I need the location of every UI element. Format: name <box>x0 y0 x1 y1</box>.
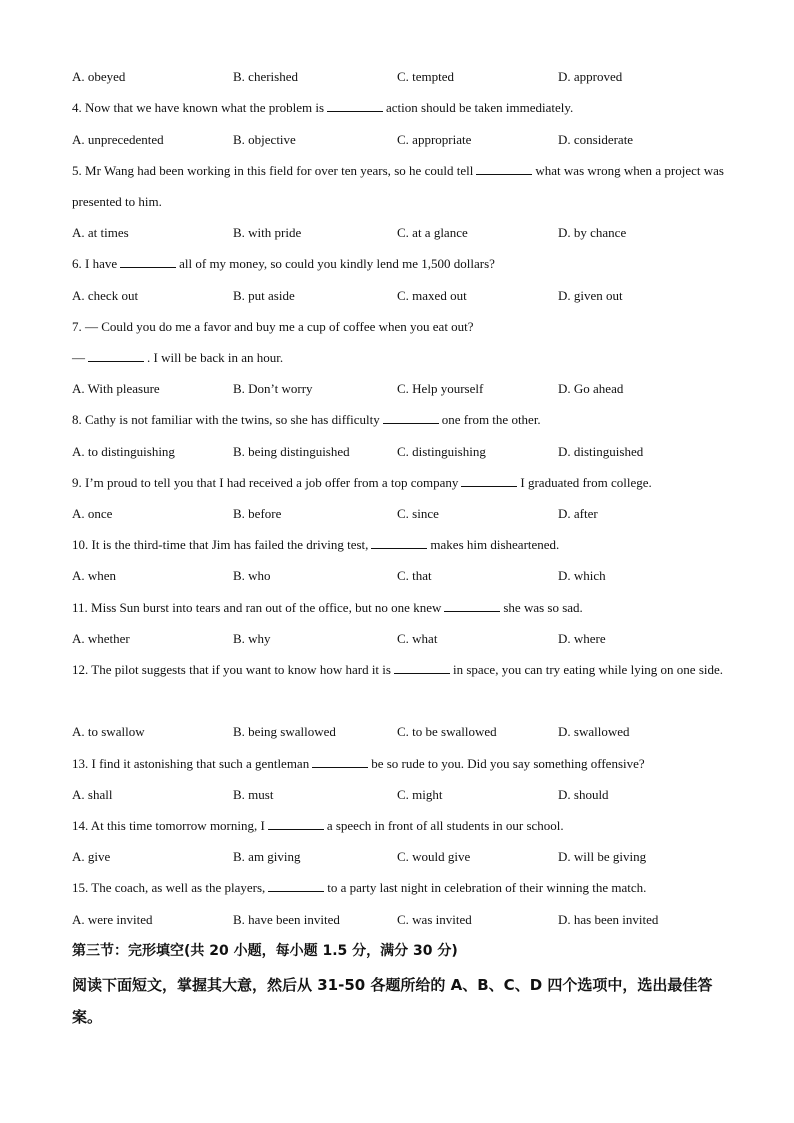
q13-stem-end: be so rude to you. Did you say something offensive? <box>371 756 645 771</box>
q10-stem-start: 10. It is the third-time that Jim has failed the driving test, <box>72 537 369 552</box>
q11-stem-start: 11. Miss Sun burst into tears and ran out of the office, but no one knew <box>72 600 442 615</box>
q9-stem-start: 9. I’m proud to tell you that I had received a job offer from a top company <box>72 475 459 490</box>
q12-options <box>72 716 724 747</box>
q9-option-c[interactable]: C. since <box>397 506 439 521</box>
q9-blank <box>461 474 517 487</box>
q11-option-a[interactable]: A. whether <box>72 631 130 646</box>
q3-option-a[interactable]: A. obeyed <box>72 69 126 84</box>
q7-options <box>72 373 724 404</box>
q7-stem-line-1: 7. — Could you do me a favor and buy me a cup of coffee when you eat out? <box>72 319 474 334</box>
q5-option-a[interactable]: A. at times <box>72 225 129 240</box>
q3-option-b[interactable]: B. cherished <box>233 69 298 84</box>
q10-option-d[interactable]: D. which <box>558 568 606 583</box>
q7-blank <box>88 349 144 362</box>
q4-stem-end: action should be taken immediately. <box>386 100 574 115</box>
q9-stem-end: I graduated from college. <box>520 475 652 490</box>
q15-options <box>72 904 724 935</box>
q14-options <box>72 841 724 872</box>
q8-blank <box>383 411 439 424</box>
q4-blank <box>327 99 383 112</box>
q7-option-d[interactable]: D. Go ahead <box>558 381 624 396</box>
q11-option-b[interactable]: B. why <box>233 631 271 646</box>
q5-stem-start: 5. Mr Wang had been working in this field for over ten years, so he could tell <box>72 163 474 178</box>
q15-option-c[interactable]: C. was invited <box>397 912 472 927</box>
question-5 <box>72 155 724 217</box>
q8-option-a[interactable]: A. to distinguishing <box>72 444 175 459</box>
q11-blank <box>444 599 500 612</box>
q13-options <box>72 779 724 810</box>
q8-stem-start: 8. Cathy is not familiar with the twins, so she has difficulty <box>72 412 380 427</box>
q13-option-d[interactable]: D. should <box>558 787 609 802</box>
question-12 <box>72 654 724 685</box>
q8-option-d[interactable]: D. distinguished <box>558 444 644 459</box>
q13-stem-start: 13. I find it astonishing that such a gentleman <box>72 756 310 771</box>
q11-stem-end: she was so sad. <box>503 600 583 615</box>
q13-option-c[interactable]: C. might <box>397 787 443 802</box>
question-15 <box>72 872 724 903</box>
section-3-heading: 第三节：完形填空(共 20 小题，每小题 1.5 分，满分 30 分) <box>72 943 458 959</box>
question-10 <box>72 529 724 560</box>
q4-option-c[interactable]: C. appropriate <box>397 132 472 147</box>
q5-option-d[interactable]: D. by chance <box>558 225 627 240</box>
q8-stem-end: one from the other. <box>441 412 541 427</box>
q7-stem-end: . I will be back in an hour. <box>147 350 284 365</box>
q14-option-d[interactable]: D. will be giving <box>558 849 647 864</box>
question-11 <box>72 592 724 623</box>
question-4 <box>72 92 724 123</box>
q7-option-c[interactable]: C. Help yourself <box>397 381 484 396</box>
question-7-line-1 <box>72 311 724 342</box>
q10-blank <box>371 536 427 549</box>
q13-blank <box>312 755 368 768</box>
q12-option-d[interactable]: D. swallowed <box>558 724 630 739</box>
q15-option-d[interactable]: D. has been invited <box>558 912 659 927</box>
q12-option-c[interactable]: C. to be swallowed <box>397 724 497 739</box>
q3-option-c[interactable]: C. tempted <box>397 69 455 84</box>
q4-option-d[interactable]: D. considerate <box>558 132 634 147</box>
q4-option-a[interactable]: A. unprecedented <box>72 132 164 147</box>
question-7-line-2 <box>72 342 724 373</box>
q14-stem-end: a speech in front of all students in our school. <box>326 818 564 833</box>
q8-options <box>72 436 724 467</box>
q15-blank <box>268 879 324 892</box>
q6-option-a[interactable]: A. check out <box>72 288 139 303</box>
q7-option-b[interactable]: B. Don’t worry <box>233 381 313 396</box>
q14-option-b[interactable]: B. am giving <box>233 849 301 864</box>
q11-option-d[interactable]: D. where <box>558 631 606 646</box>
q12-stem-start: 12. The pilot suggests that if you want to know how hard it is <box>72 662 391 677</box>
q13-option-a[interactable]: A. shall <box>72 787 113 802</box>
q6-option-d[interactable]: D. given out <box>558 288 623 303</box>
question-9 <box>72 467 724 498</box>
q5-option-b[interactable]: B. with pride <box>233 225 302 240</box>
q10-options <box>72 560 724 591</box>
q5-blank <box>476 162 532 175</box>
q9-options <box>72 498 724 529</box>
q15-stem-end: to a party last night in celebration of their winning the match. <box>327 880 647 895</box>
q4-stem-start: 4. Now that we have known what the problem is <box>72 100 325 115</box>
question-8 <box>72 404 724 435</box>
q8-option-c[interactable]: C. distinguishing <box>397 444 486 459</box>
q14-blank <box>268 817 324 830</box>
q14-option-c[interactable]: C. would give <box>397 849 471 864</box>
q3-options <box>72 61 724 92</box>
q15-option-a[interactable]: A. were invited <box>72 912 153 927</box>
q5-options <box>72 217 724 248</box>
q6-option-c[interactable]: C. maxed out <box>397 288 467 303</box>
question-13 <box>72 748 724 779</box>
q15-option-b[interactable]: B. have been invited <box>233 912 340 927</box>
q15-stem-start: 15. The coach, as well as the players, <box>72 880 266 895</box>
q12-stem-end: in space, you can try eating while lying on one side. <box>452 662 724 677</box>
q9-option-d[interactable]: D. after <box>558 506 598 521</box>
q11-options <box>72 623 724 654</box>
q9-option-b[interactable]: B. before <box>233 506 282 521</box>
q7-dash: — <box>72 350 85 365</box>
question-14 <box>72 810 724 841</box>
q6-option-b[interactable]: B. put aside <box>233 288 295 303</box>
q5-stem-end: what was wrong when a project was presented to him. <box>72 163 724 209</box>
q14-stem-start: 14. At this time tomorrow morning, I <box>72 818 265 833</box>
q10-option-b[interactable]: B. who <box>233 568 271 583</box>
q6-stem-end: all of my money, so could you kindly lend me 1,500 dollars? <box>179 256 495 271</box>
q6-options <box>72 280 724 311</box>
q9-option-a[interactable]: A. once <box>72 506 113 521</box>
q12-blank <box>394 661 450 674</box>
q10-stem-end: makes him disheartened. <box>430 537 560 552</box>
q12-option-a[interactable]: A. to swallow <box>72 724 145 739</box>
section-3-instruction: 阅读下面短文，掌握其大意，然后从 31-50 各题所给的 A、B、C、D 四个选项中，选出最佳答案。 <box>72 976 713 1026</box>
q4-option-b[interactable]: B. objective <box>233 132 296 147</box>
q10-option-a[interactable]: A. when <box>72 568 117 583</box>
q6-stem-start: 6. I have <box>72 256 118 271</box>
question-6 <box>72 248 724 279</box>
q6-blank <box>120 255 176 268</box>
q5-option-c[interactable]: C. at a glance <box>397 225 468 240</box>
q13-option-b[interactable]: B. must <box>233 787 274 802</box>
q8-option-b[interactable]: B. being distinguished <box>233 444 350 459</box>
q4-options <box>72 124 724 155</box>
q10-option-c[interactable]: C. that <box>397 568 432 583</box>
q14-option-a[interactable]: A. give <box>72 849 111 864</box>
q3-option-d[interactable]: D. approved <box>558 69 623 84</box>
q11-option-c[interactable]: C. what <box>397 631 438 646</box>
q12-option-b[interactable]: B. being swallowed <box>233 724 336 739</box>
q7-option-a[interactable]: A. With pleasure <box>72 381 160 396</box>
